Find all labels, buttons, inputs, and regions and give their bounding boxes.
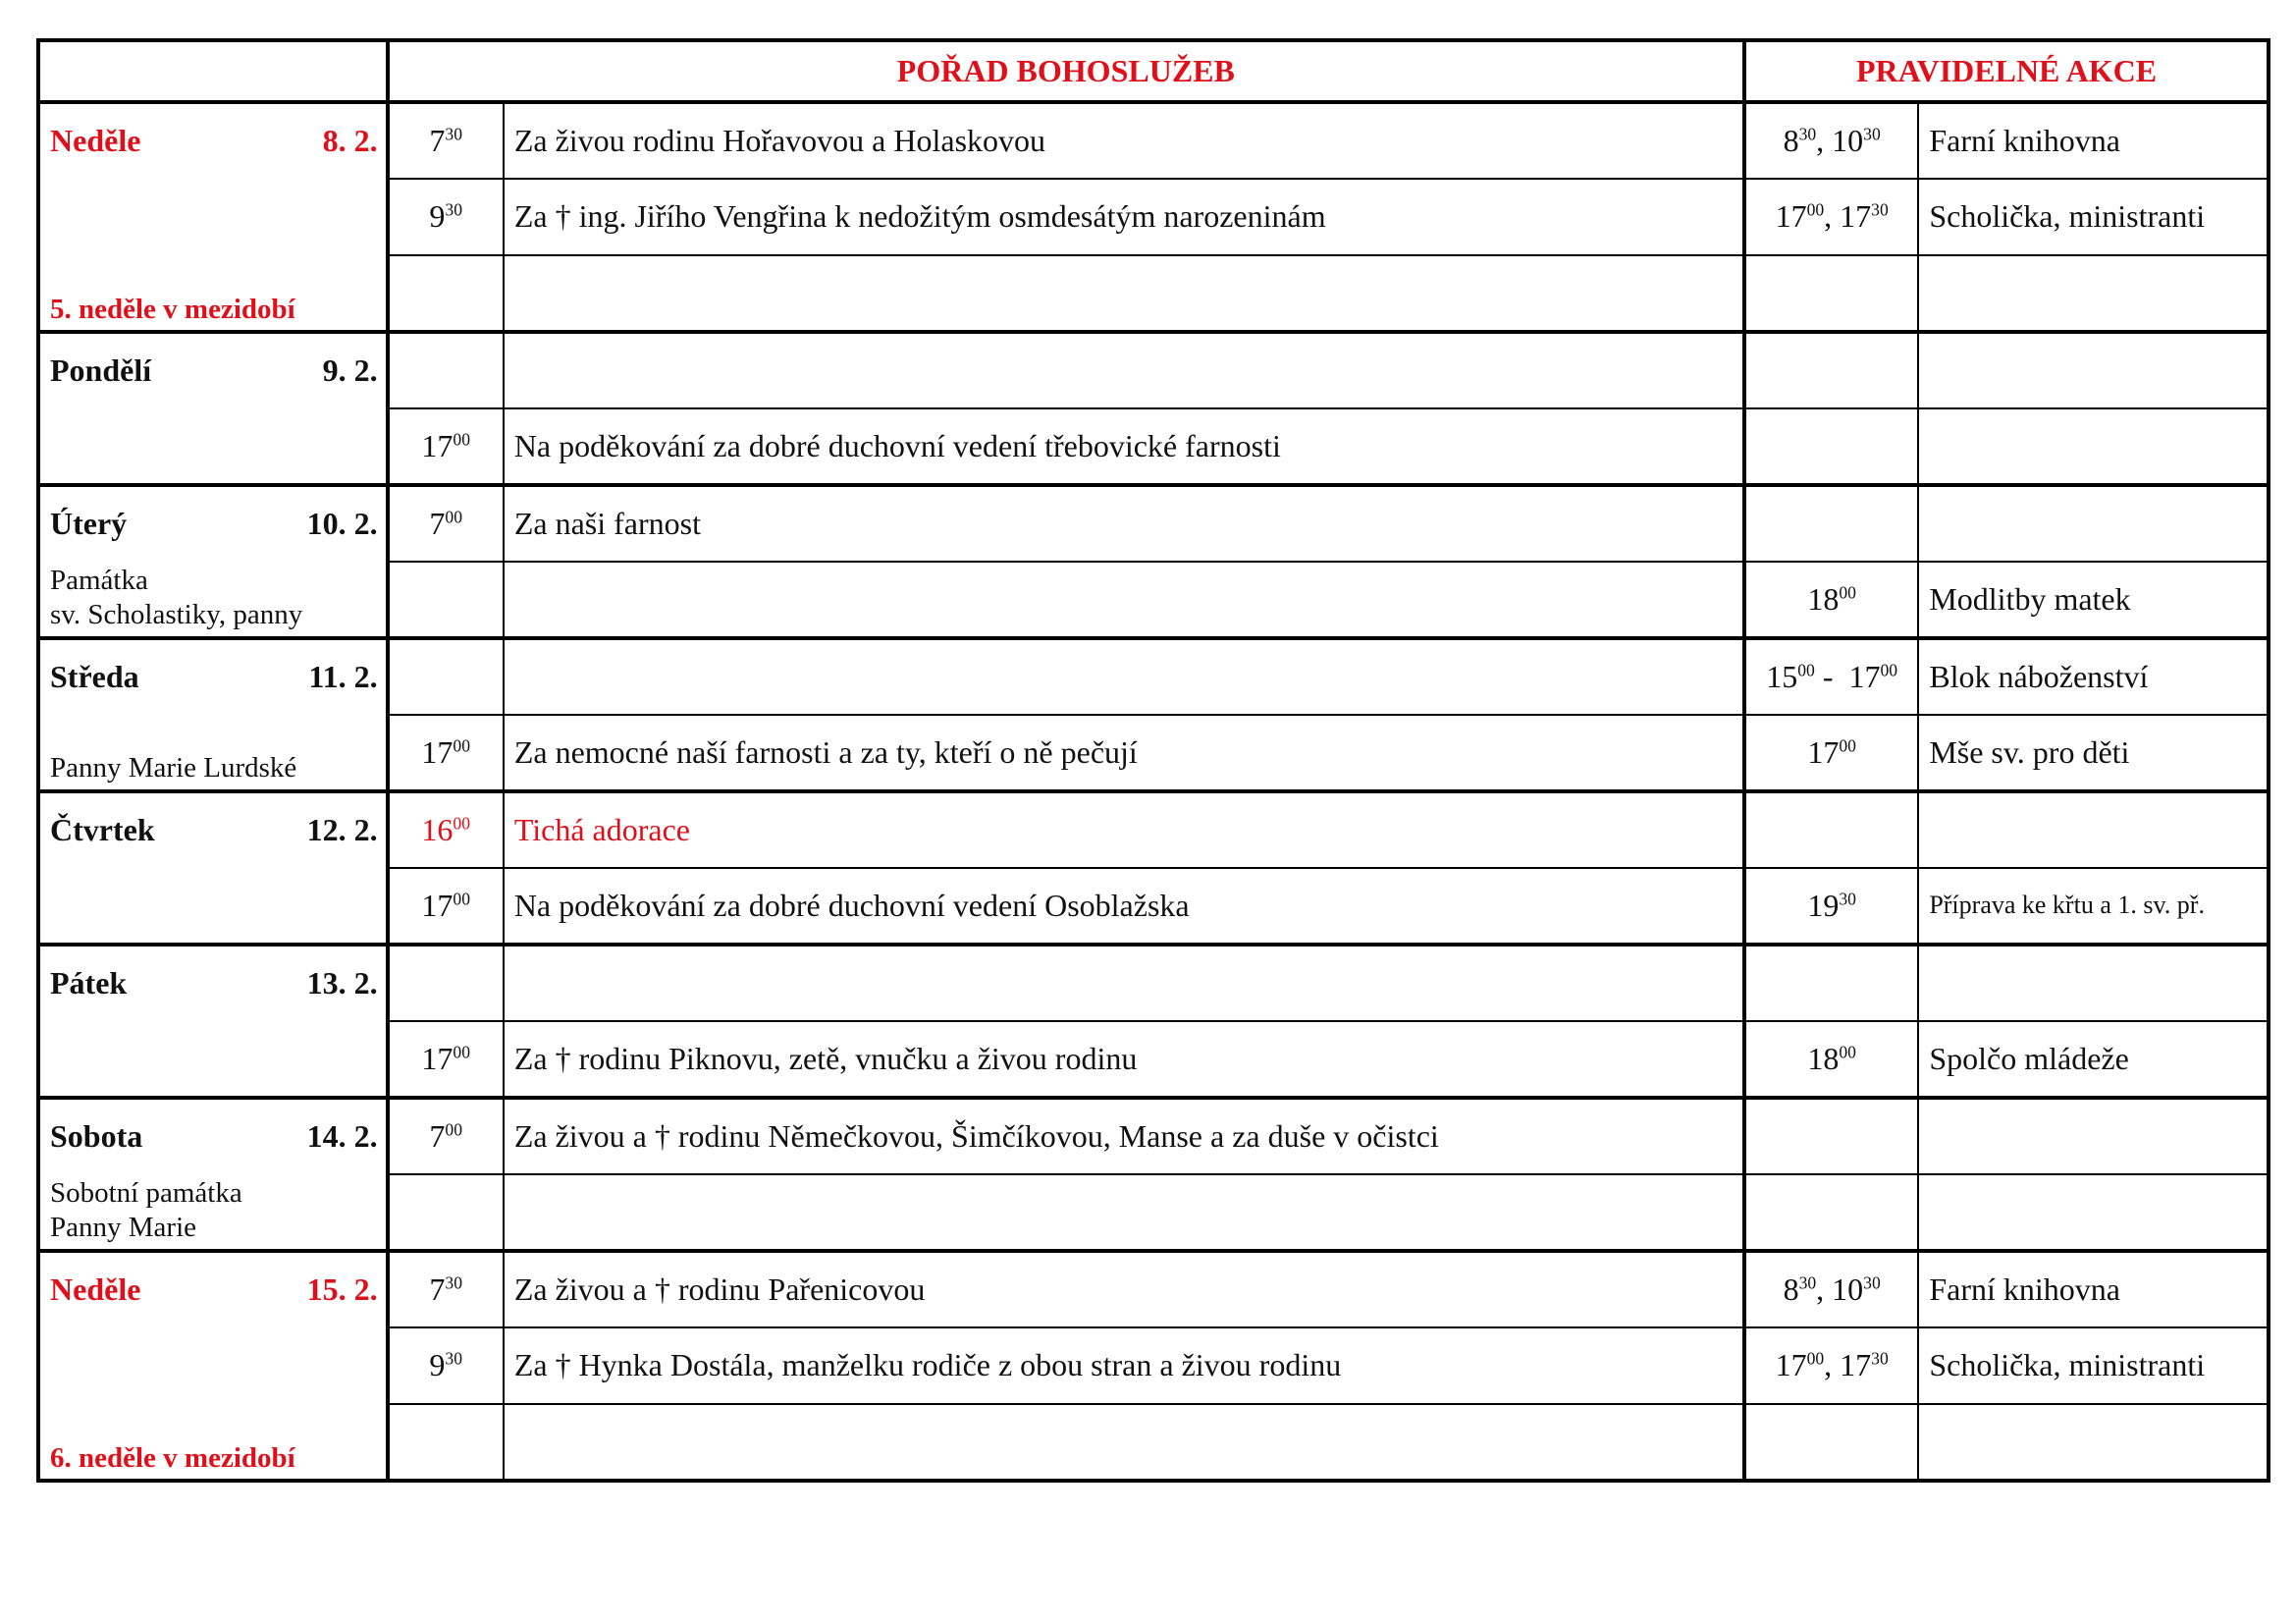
mass-time: [388, 562, 504, 638]
day-cell: [38, 485, 388, 638]
event-time: [1744, 945, 1918, 1021]
table-row: [38, 1098, 2269, 1174]
mass-time: $9^{30}$: [388, 1327, 504, 1404]
day-heading: [50, 104, 378, 158]
day-note: Panny Marie Lurdské: [50, 752, 297, 784]
day-name: Sobota: [50, 1118, 143, 1154]
day-note: 5. neděle v mezidobí: [50, 294, 295, 326]
day-heading: [50, 793, 378, 847]
day-note: Sobotní památka Panny Marie: [50, 1177, 242, 1244]
day-note: 6. neděle v mezidobí: [50, 1442, 295, 1475]
table-row: [38, 485, 2269, 562]
day-date: 15. 2.: [306, 1271, 378, 1307]
event-name: [1918, 791, 2269, 868]
day-date: 8. 2.: [322, 123, 378, 158]
event-time: [1744, 485, 1918, 562]
day-date: 12. 2.: [306, 812, 378, 847]
schedule-table: [36, 38, 2270, 1483]
event-name: Scholička, ministranti: [1918, 179, 2269, 255]
mass-time: [388, 945, 504, 1021]
table-row: [38, 102, 2269, 179]
day-heading: [50, 947, 378, 1001]
event-name: Scholička, ministranti: [1918, 1327, 2269, 1404]
mass-intention: Za nemocné naší farnosti a za ty, kteří o ně pečují: [504, 715, 1744, 791]
event-time: [1744, 408, 1918, 485]
mass-intention: Na poděkování za dobré duchovní vedení Osoblažska: [504, 868, 1744, 945]
mass-time: $7^{00}$: [388, 1098, 504, 1174]
day-name: Čtvrtek: [50, 812, 155, 847]
event-name: Farní knihovna: [1918, 1251, 2269, 1327]
mass-time: [388, 255, 504, 332]
day-heading: [50, 334, 378, 388]
day-date: 14. 2.: [306, 1118, 378, 1154]
day-cell: [38, 945, 388, 1098]
event-time: $18^{00}$: [1744, 1021, 1918, 1098]
event-time: $8^{30}$, $10^{30}$: [1744, 1251, 1918, 1327]
mass-time: $9^{30}$: [388, 179, 504, 255]
header-porad-bohosluzeb: POŘAD BOHOSLUŽEB: [388, 40, 1744, 102]
day-cell: [38, 1251, 388, 1481]
mass-intention: [504, 1174, 1744, 1251]
event-time: [1744, 332, 1918, 408]
mass-intention: [504, 638, 1744, 715]
day-cell: [38, 1098, 388, 1251]
event-time: $18^{00}$: [1744, 562, 1918, 638]
event-time: $17^{00}$, $17^{30}$: [1744, 1327, 1918, 1404]
day-name: Úterý: [50, 506, 128, 541]
day-name: Neděle: [50, 123, 141, 158]
event-time: $19^{30}$: [1744, 868, 1918, 945]
event-name: Farní knihovna: [1918, 102, 2269, 179]
day-cell: [38, 102, 388, 332]
mass-intention: [504, 1404, 1744, 1481]
mass-time: $16^{00}$: [388, 791, 504, 868]
header-blank-cell: [38, 40, 388, 102]
day-name: Pátek: [50, 965, 128, 1001]
day-note: Památka sv. Scholastiky, panny: [50, 565, 303, 631]
day-heading: [50, 487, 378, 541]
day-name: Neděle: [50, 1271, 141, 1307]
mass-time: $17^{00}$: [388, 868, 504, 945]
table-row: [38, 1251, 2269, 1327]
event-time: $15^{00} - 17^{00}$: [1744, 638, 1918, 715]
day-date: 11. 2.: [308, 659, 378, 694]
day-date: 9. 2.: [322, 352, 378, 388]
table-row: [38, 332, 2269, 408]
event-name: [1918, 945, 2269, 1021]
mass-intention: Na poděkování za dobré duchovní vedení třebovické farnosti: [504, 408, 1744, 485]
event-name: [1918, 1404, 2269, 1481]
day-name: Pondělí: [50, 352, 152, 388]
mass-intention: Za živou a † rodinu Pařenicovou: [504, 1251, 1744, 1327]
mass-intention: Za živou a † rodinu Němečkovou, Šimčíkovou, Manse a za duše v očistci: [504, 1098, 1744, 1174]
event-time: $17^{00}$, $17^{30}$: [1744, 179, 1918, 255]
event-name: Příprava ke křtu a 1. sv. př.: [1918, 868, 2269, 945]
event-time: [1744, 1098, 1918, 1174]
event-name: [1918, 332, 2269, 408]
event-name: Blok náboženství: [1918, 638, 2269, 715]
header-pravidelne-akce: PRAVIDELNÉ AKCE: [1744, 40, 2269, 102]
mass-time: [388, 1174, 504, 1251]
day-cell: [38, 638, 388, 791]
mass-time: [388, 332, 504, 408]
mass-time: [388, 1404, 504, 1481]
mass-intention: Tichá adorace: [504, 791, 1744, 868]
event-time: $8^{30}$, $10^{30}$: [1744, 102, 1918, 179]
day-heading: [50, 640, 378, 694]
mass-intention: Za † ing. Jiřího Vengřina k nedožitým osmdesátým narozeninám: [504, 179, 1744, 255]
mass-intention: Za živou rodinu Hořavovou a Holaskovou: [504, 102, 1744, 179]
day-name: Středa: [50, 659, 139, 694]
event-name: Mše sv. pro děti: [1918, 715, 2269, 791]
event-time: $17^{00}$: [1744, 715, 1918, 791]
mass-time: $17^{00}$: [388, 408, 504, 485]
mass-time: $7^{00}$: [388, 485, 504, 562]
table-row: [38, 945, 2269, 1021]
mass-time: $7^{30}$: [388, 102, 504, 179]
day-date: 10. 2.: [306, 506, 378, 541]
day-cell: [38, 791, 388, 945]
mass-time: $17^{00}$: [388, 1021, 504, 1098]
event-name: [1918, 485, 2269, 562]
day-heading: [50, 1100, 378, 1154]
mass-intention: [504, 562, 1744, 638]
event-name: [1918, 408, 2269, 485]
event-time: [1744, 1174, 1918, 1251]
mass-intention: Za naši farnost: [504, 485, 1744, 562]
table-header-row: [38, 40, 2269, 102]
mass-intention: Za † rodinu Piknovu, zetě, vnučku a živou rodinu: [504, 1021, 1744, 1098]
event-name: Spolčo mládeže: [1918, 1021, 2269, 1098]
mass-time: [388, 638, 504, 715]
day-heading: [50, 1253, 378, 1307]
mass-intention: [504, 255, 1744, 332]
schedule-body: [38, 102, 2269, 1481]
mass-time: $7^{30}$: [388, 1251, 504, 1327]
mass-intention: [504, 945, 1744, 1021]
event-time: [1744, 791, 1918, 868]
mass-time: $17^{00}$: [388, 715, 504, 791]
mass-intention: Za † Hynka Dostála, manželku rodiče z obou stran a živou rodinu: [504, 1327, 1744, 1404]
event-name: [1918, 1098, 2269, 1174]
event-name: [1918, 255, 2269, 332]
table-row: [38, 791, 2269, 868]
mass-intention: [504, 332, 1744, 408]
event-time: [1744, 1404, 1918, 1481]
event-name: [1918, 1174, 2269, 1251]
day-date: 13. 2.: [306, 965, 378, 1001]
day-cell: [38, 332, 388, 485]
event-name: Modlitby matek: [1918, 562, 2269, 638]
table-row: [38, 638, 2269, 715]
event-time: [1744, 255, 1918, 332]
